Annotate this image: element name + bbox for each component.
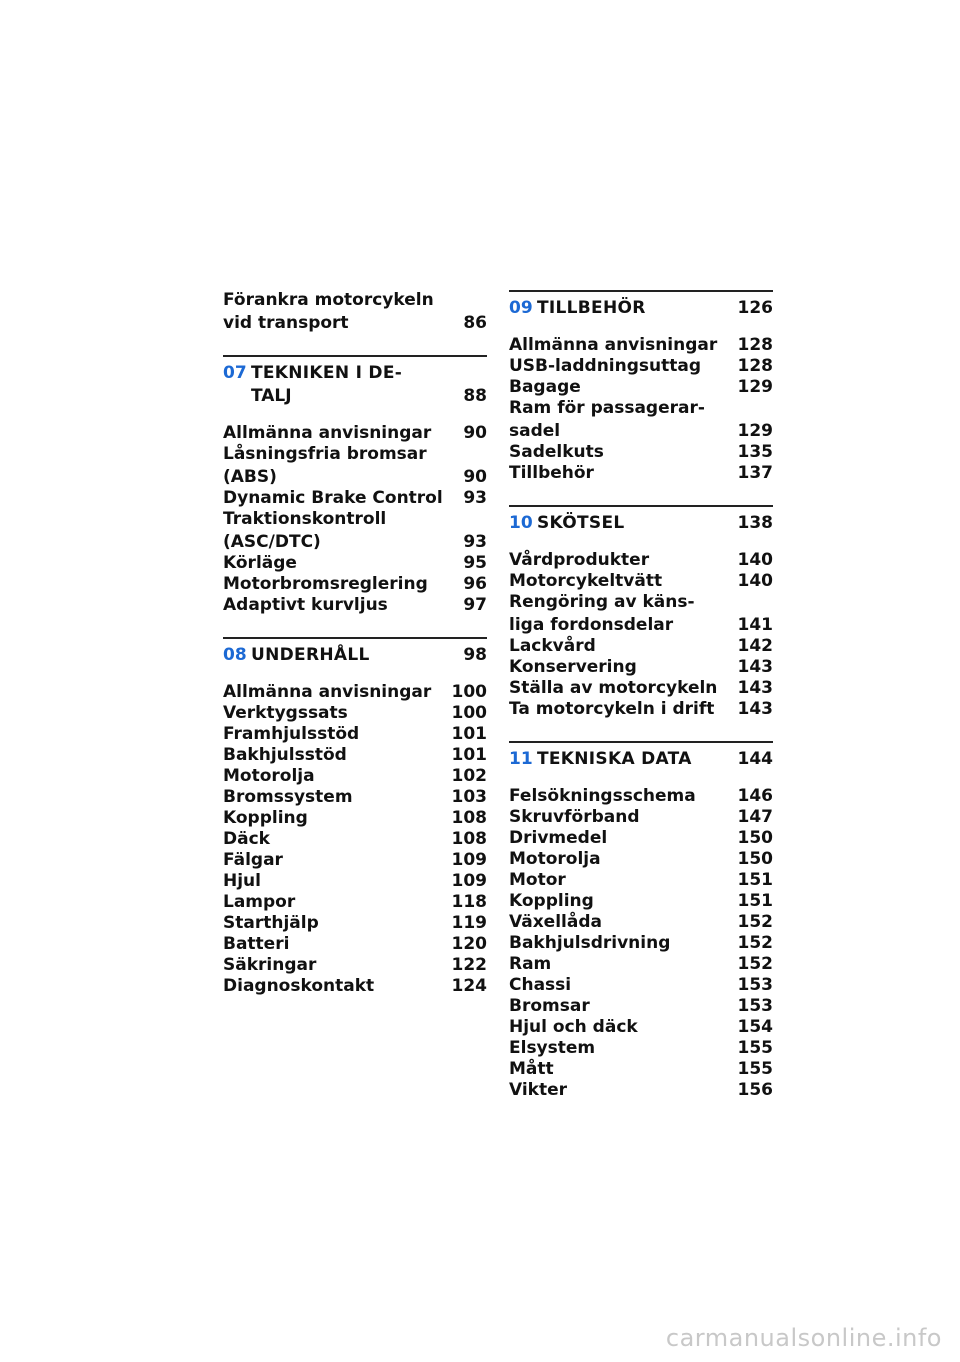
toc-entry-title: Låsningsfria bromsar bbox=[223, 444, 427, 464]
toc-entry-title: Vikter bbox=[509, 1080, 568, 1100]
toc-entry-page: 119 bbox=[451, 913, 487, 933]
chapter-page: 88 bbox=[463, 386, 487, 406]
toc-entry-title: sadel bbox=[509, 421, 561, 441]
toc-entry-title: (ABS) bbox=[223, 467, 277, 487]
toc-entry[interactable] bbox=[509, 699, 773, 720]
toc-entry-page: 146 bbox=[737, 786, 773, 806]
toc-entry-page: 152 bbox=[737, 933, 773, 953]
toc-entry-title: Ställa av motorcykeln bbox=[509, 678, 718, 698]
chapter-number: 09 bbox=[509, 298, 533, 318]
toc-entry-title: Elsystem bbox=[509, 1038, 596, 1058]
chapter-number: 08 bbox=[223, 645, 247, 665]
toc-entry-page: 129 bbox=[737, 421, 773, 441]
toc-entry-title: Allmänna anvisningar bbox=[509, 335, 718, 355]
toc-entry-title: (ASC/DTC) bbox=[223, 532, 321, 552]
toc-entry-page: 140 bbox=[737, 550, 773, 570]
toc-entry[interactable] bbox=[223, 871, 487, 892]
toc-entry-page: 86 bbox=[463, 313, 487, 333]
toc-entry[interactable] bbox=[509, 1038, 773, 1059]
toc-entry-page: 147 bbox=[737, 807, 773, 827]
toc-entry-page: 103 bbox=[451, 787, 487, 807]
toc-entry-page: 90 bbox=[463, 467, 487, 487]
toc-entry-title: Batteri bbox=[223, 934, 290, 954]
toc-entry-page: 151 bbox=[737, 870, 773, 890]
toc-entry[interactable] bbox=[509, 933, 773, 954]
chapter-09-entries bbox=[509, 335, 773, 484]
toc-entry-page: 109 bbox=[451, 871, 487, 891]
toc-entry-title: Säkringar bbox=[223, 955, 317, 975]
toc-entry[interactable] bbox=[223, 724, 487, 745]
toc-entry-title: Bagage bbox=[509, 377, 581, 397]
toc-entry-page: 135 bbox=[737, 442, 773, 462]
toc-entry[interactable] bbox=[223, 976, 487, 997]
toc-entry[interactable] bbox=[223, 311, 487, 334]
chapter-08-entries bbox=[223, 682, 487, 997]
toc-entry-page: 124 bbox=[451, 976, 487, 996]
toc-entry-title: Rengöring av käns- bbox=[509, 592, 695, 612]
toc-entry-page: 122 bbox=[451, 955, 487, 975]
watermark: carmanualsonline.info bbox=[665, 1324, 942, 1352]
toc-entry-page: 101 bbox=[451, 745, 487, 765]
toc-entry[interactable] bbox=[223, 829, 487, 850]
toc-entry[interactable] bbox=[509, 954, 773, 975]
toc-entry-title: Förankra motorcykeln bbox=[223, 290, 434, 310]
toc-entry-title: Bakhjulsdrivning bbox=[509, 933, 671, 953]
toc-entry-title: Bromsar bbox=[509, 996, 590, 1016]
toc-entry[interactable] bbox=[223, 934, 487, 955]
toc-entry[interactable] bbox=[509, 335, 773, 356]
toc-entry-title: Däck bbox=[223, 829, 270, 849]
toc-entry[interactable] bbox=[509, 891, 773, 912]
toc-entry-page: 142 bbox=[737, 636, 773, 656]
toc-entry-title: Motorcykeltvätt bbox=[509, 571, 663, 591]
toc-entry-page: 152 bbox=[737, 954, 773, 974]
chapter-10-heading[interactable] bbox=[509, 513, 773, 534]
toc-entry[interactable] bbox=[509, 463, 773, 484]
toc-entry[interactable] bbox=[509, 912, 773, 933]
toc-entry-title: Bromssystem bbox=[223, 787, 353, 807]
toc-entry-title: Framhjulsstöd bbox=[223, 724, 360, 744]
toc-entry[interactable] bbox=[223, 553, 487, 574]
toc-entry-title: Konservering bbox=[509, 657, 637, 677]
toc-entry-page: 150 bbox=[737, 849, 773, 869]
chapter-07-heading[interactable] bbox=[223, 363, 487, 384]
toc-entry[interactable] bbox=[509, 996, 773, 1017]
toc-entry-page: 95 bbox=[463, 553, 487, 573]
chapter-divider bbox=[509, 741, 773, 743]
toc-entry-title: Ram för passagerar- bbox=[509, 398, 705, 418]
toc-entry[interactable] bbox=[223, 465, 487, 488]
toc-entry[interactable] bbox=[223, 892, 487, 913]
toc-entry-page: 100 bbox=[451, 682, 487, 702]
chapter-page: 144 bbox=[737, 749, 773, 769]
chapter-07-entries bbox=[223, 423, 487, 616]
toc-entry[interactable] bbox=[509, 849, 773, 870]
chapter-09-heading[interactable] bbox=[509, 298, 773, 319]
chapter-10-entries bbox=[509, 550, 773, 720]
toc-entry-title: Verktygssats bbox=[223, 703, 348, 723]
toc-entry[interactable] bbox=[223, 509, 487, 530]
toc-entry-title: Adaptivt kurvljus bbox=[223, 595, 388, 615]
toc-entry[interactable] bbox=[509, 786, 773, 807]
toc-entry-title: vid transport bbox=[223, 313, 349, 333]
chapter-divider bbox=[509, 290, 773, 292]
toc-entry-page: 108 bbox=[451, 808, 487, 828]
toc-entry-title: Motorolja bbox=[223, 766, 315, 786]
toc-entry[interactable] bbox=[509, 571, 773, 592]
toc-entry-title: Växellåda bbox=[509, 912, 602, 932]
toc-entry-page: 156 bbox=[737, 1080, 773, 1100]
toc-entry-page: 129 bbox=[737, 377, 773, 397]
chapter-title: TEKNISKA DATA bbox=[537, 749, 692, 769]
toc-entry-page: 109 bbox=[451, 850, 487, 870]
toc-entry[interactable] bbox=[223, 955, 487, 976]
chapter-number: 07 bbox=[223, 363, 247, 383]
toc-entry[interactable] bbox=[223, 574, 487, 595]
toc-entry[interactable] bbox=[509, 807, 773, 828]
toc-entry[interactable] bbox=[223, 682, 487, 703]
toc-entry-title: Allmänna anvisningar bbox=[223, 682, 432, 702]
toc-entry-title: Bakhjulsstöd bbox=[223, 745, 347, 765]
toc-entry-title: Koppling bbox=[223, 808, 308, 828]
toc-entry[interactable] bbox=[509, 398, 773, 419]
toc-entry[interactable] bbox=[509, 613, 773, 636]
toc-entry-page: 120 bbox=[451, 934, 487, 954]
toc-entry-page: 151 bbox=[737, 891, 773, 911]
toc-entry-title: Chassi bbox=[509, 975, 572, 995]
toc-entry-page: 96 bbox=[463, 574, 487, 594]
toc-entry-title: Skruvförband bbox=[509, 807, 640, 827]
chapter-page: 126 bbox=[737, 298, 773, 318]
toc-entry[interactable] bbox=[223, 595, 487, 616]
toc-entry-title: Dynamic Brake Control bbox=[223, 488, 443, 508]
toc-entry-title: Motor bbox=[509, 870, 566, 890]
toc-entry-title: Motorolja bbox=[509, 849, 601, 869]
chapter-title: SKÖTSEL bbox=[537, 513, 625, 533]
toc-entry-page: 152 bbox=[737, 912, 773, 932]
chapter-number: 11 bbox=[509, 749, 533, 769]
toc-entry-page: 128 bbox=[737, 335, 773, 355]
toc-entry-title: Hjul och däck bbox=[509, 1017, 638, 1037]
chapter-divider bbox=[509, 505, 773, 507]
chapter-11-heading[interactable] bbox=[509, 749, 773, 770]
toc-entry-page: 128 bbox=[737, 356, 773, 376]
toc-entry-page: 154 bbox=[737, 1017, 773, 1037]
toc-entry-page: 143 bbox=[737, 678, 773, 698]
toc-entry-page: 155 bbox=[737, 1059, 773, 1079]
toc-entry-title: liga fordonsdelar bbox=[509, 615, 674, 635]
toc-entry-title: Starthjälp bbox=[223, 913, 319, 933]
chapter-page: 138 bbox=[737, 513, 773, 533]
chapter-title: UNDERHÅLL bbox=[251, 645, 370, 665]
toc-entry-title: Vårdprodukter bbox=[509, 550, 650, 570]
toc-entry[interactable] bbox=[509, 550, 773, 571]
chapter-number: 10 bbox=[509, 513, 533, 533]
toc-entry[interactable] bbox=[509, 1017, 773, 1038]
toc-entry-title: Traktionskontroll bbox=[223, 509, 387, 529]
toc-entry-title: USB-laddningsuttag bbox=[509, 356, 702, 376]
toc-entry-title: Diagnoskontakt bbox=[223, 976, 375, 996]
toc-entry-title: Ram bbox=[509, 954, 552, 974]
toc-entry[interactable] bbox=[223, 703, 487, 724]
toc-entry[interactable] bbox=[509, 442, 773, 463]
toc-entry-title: Lampor bbox=[223, 892, 296, 912]
intro-entries bbox=[223, 290, 487, 334]
toc-entry-page: 140 bbox=[737, 571, 773, 591]
toc-entry-title: Sadelkuts bbox=[509, 442, 604, 462]
chapter-divider bbox=[223, 637, 487, 639]
toc-entry-title: Mått bbox=[509, 1059, 554, 1079]
toc-entry-page: 137 bbox=[737, 463, 773, 483]
toc-entry-page: 118 bbox=[451, 892, 487, 912]
toc-entry[interactable] bbox=[509, 828, 773, 849]
toc-entry-page: 153 bbox=[737, 975, 773, 995]
toc-entry-page: 93 bbox=[463, 488, 487, 508]
toc-entry[interactable] bbox=[509, 870, 773, 891]
toc-entry-page: 101 bbox=[451, 724, 487, 744]
toc-entry-page: 93 bbox=[463, 532, 487, 552]
toc-entry[interactable] bbox=[509, 657, 773, 678]
toc-entry[interactable] bbox=[509, 377, 773, 398]
toc-entry-title: Felsökningsschema bbox=[509, 786, 696, 806]
toc-entry[interactable] bbox=[509, 636, 773, 657]
toc-entry-page: 141 bbox=[737, 615, 773, 635]
toc-entry-title: Allmänna anvisningar bbox=[223, 423, 432, 443]
toc-entry[interactable] bbox=[509, 592, 773, 613]
toc-entry-page: 153 bbox=[737, 996, 773, 1016]
chapter-title-cont: TALJ bbox=[251, 386, 292, 406]
toc-entry[interactable] bbox=[223, 787, 487, 808]
toc-entry[interactable] bbox=[223, 913, 487, 934]
toc-entry-page: 143 bbox=[737, 657, 773, 677]
toc-entry-page: 143 bbox=[737, 699, 773, 719]
toc-entry-page: 100 bbox=[451, 703, 487, 723]
toc-entry-page: 155 bbox=[737, 1038, 773, 1058]
toc-entry[interactable] bbox=[223, 808, 487, 829]
toc-left-column bbox=[223, 290, 487, 997]
toc-entry-title: Ta motorcykeln i drift bbox=[509, 699, 715, 719]
toc-entry-title: Fälgar bbox=[223, 850, 283, 870]
toc-entry[interactable] bbox=[223, 530, 487, 553]
toc-entry[interactable] bbox=[509, 1059, 773, 1080]
toc-entry[interactable] bbox=[223, 423, 487, 444]
chapter-divider bbox=[223, 355, 487, 357]
toc-entry-page: 150 bbox=[737, 828, 773, 848]
toc-entry-title: Tillbehör bbox=[509, 463, 594, 483]
toc-entry-page: 108 bbox=[451, 829, 487, 849]
toc-entry-title: Körläge bbox=[223, 553, 297, 573]
toc-entry-title: Lackvård bbox=[509, 636, 596, 656]
toc-entry[interactable] bbox=[509, 975, 773, 996]
toc-entry-page: 97 bbox=[463, 595, 487, 615]
chapter-11-entries bbox=[509, 786, 773, 1101]
toc-entry[interactable] bbox=[223, 766, 487, 787]
toc-entry-page: 90 bbox=[463, 423, 487, 443]
toc-entry[interactable] bbox=[509, 678, 773, 699]
toc-entry-title: Hjul bbox=[223, 871, 261, 891]
toc-entry-title: Motorbromsreglering bbox=[223, 574, 428, 594]
toc-right-column bbox=[509, 290, 773, 1101]
toc-entry[interactable] bbox=[509, 356, 773, 377]
toc-entry-title: Drivmedel bbox=[509, 828, 608, 848]
toc-entry[interactable] bbox=[223, 290, 487, 311]
toc-entry[interactable] bbox=[223, 488, 487, 509]
toc-entry[interactable] bbox=[509, 419, 773, 442]
toc-entry-title: Koppling bbox=[509, 891, 594, 911]
toc-entry-page: 102 bbox=[451, 766, 487, 786]
chapter-page: 98 bbox=[463, 645, 487, 665]
chapter-07-heading-cont[interactable] bbox=[223, 384, 487, 407]
chapter-title: TEKNIKEN I DE- bbox=[251, 363, 403, 383]
chapter-08-heading[interactable] bbox=[223, 645, 487, 666]
toc-entry[interactable] bbox=[223, 850, 487, 871]
toc-entry[interactable] bbox=[223, 745, 487, 766]
toc-entry[interactable] bbox=[509, 1080, 773, 1101]
toc-entry[interactable] bbox=[223, 444, 487, 465]
chapter-title: TILLBEHÖR bbox=[537, 298, 646, 318]
